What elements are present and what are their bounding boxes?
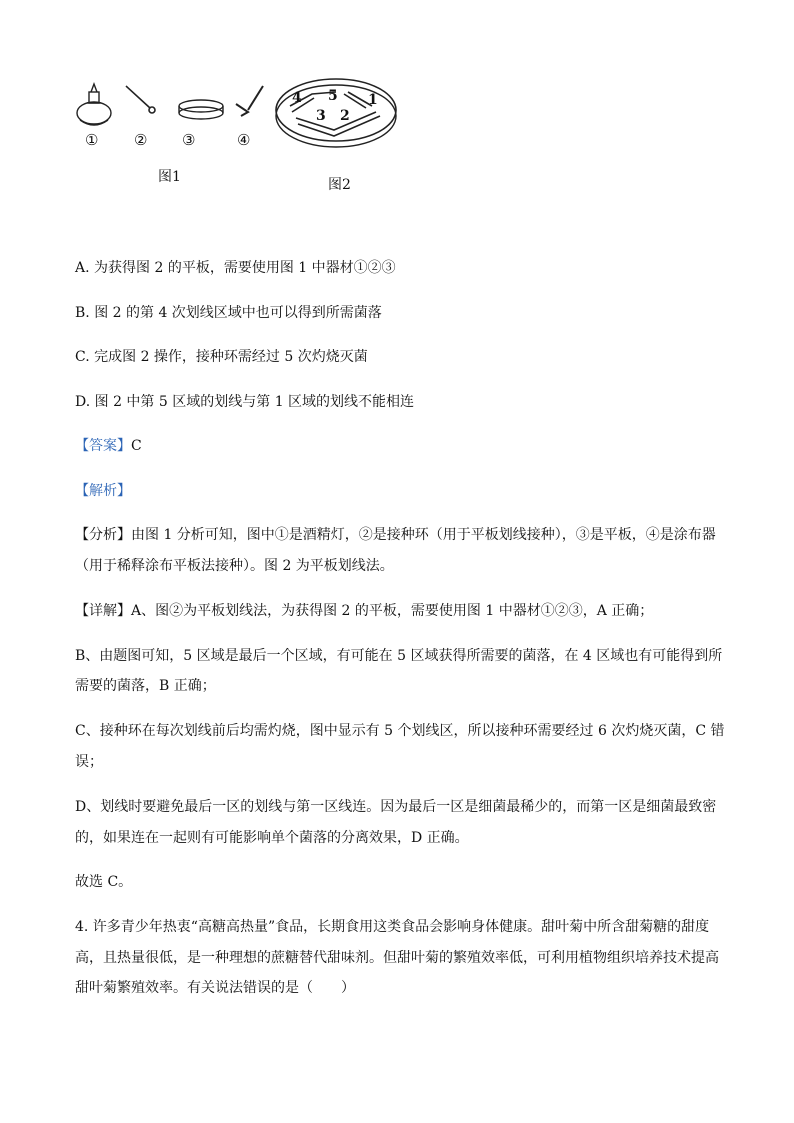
zone-number-3: 3 — [316, 108, 326, 124]
question-4-line-3: 甜叶菊繁殖效率。有关说法错误的是（ ） — [75, 980, 355, 996]
detail-line-c1: C、接种环在每次划线前后均需灼烧，图中显示有 5 个划线区，所以接种环需要经过 6 次灼烧灭菌，C 错 — [75, 723, 725, 739]
analysis-line-1 — [75, 525, 716, 545]
answer-line — [75, 436, 142, 456]
item-number-1: ① — [85, 131, 99, 149]
item-number-2: ② — [134, 131, 148, 149]
zone-number-5: 5 — [328, 88, 338, 104]
zone-number-4: 4 — [292, 90, 302, 106]
analysis-heading: 【解析】 — [75, 483, 131, 499]
inoculation-loop-icon — [126, 86, 155, 113]
analysis-text-1: 由图 1 分析可知，图中①是酒精灯，②是接种环（用于平板划线接种），③是平板，④是涂布器 — [131, 527, 716, 543]
option-a: A. 为获得图 2 的平板，需要使用图 1 中器材①②③ — [75, 260, 396, 276]
fig1-caption: 图1 — [158, 169, 181, 185]
option-d: D. 图 2 中第 5 区域的划线与第 1 区域的划线不能相连 — [75, 394, 415, 410]
item-number-4: ④ — [237, 131, 251, 149]
detail-conclusion: 故选 C。 — [75, 874, 133, 890]
question-4-line-2: 高，且热量很低，是一种理想的蔗糖替代甜味剂。但甜叶菊的繁殖效率低，可利用植物组织培养技术提高 — [75, 950, 719, 966]
question-4-line-1: 4. 许多青少年热衷“高糖高热量”食品，长期食用这类食品会影响身体健康。甜叶菊中所含甜菊糖的甜度 — [75, 919, 710, 935]
detail-line-c2: 误； — [75, 754, 103, 770]
option-b: B. 图 2 的第 4 次划线区域中也可以得到所需菌落 — [75, 305, 382, 321]
alcohol-lamp-icon — [77, 84, 111, 125]
analysis-label: 【分析】 — [75, 527, 131, 543]
detail-text-a: A、图②为平板划线法，为获得图 2 的平板，需要使用图 1 中器材①②③，A 正确； — [131, 603, 654, 619]
option-c: C. 完成图 2 操作，接种环需经过 5 次灼烧灭菌 — [75, 349, 368, 365]
detail-line-d1: D、划线时要避免最后一区的划线与第一区线连。因为最后一区是细菌最稀少的，而第一区是细菌最致密 — [75, 799, 717, 815]
detail-label: 【详解】 — [75, 603, 131, 619]
zone-number-2: 2 — [340, 108, 350, 124]
zone-number-1: 1 — [368, 92, 378, 108]
detail-line-b2: 需要的菌落，B 正确； — [75, 678, 216, 694]
answer-label: 【答案】 — [75, 438, 131, 454]
detail-line-d2: 的，如果连在一起则有可能影响单个菌落的分离效果，D 正确。 — [75, 830, 469, 846]
fig2-caption: 图2 — [328, 177, 351, 193]
detail-line-b1: B、由题图可知，5 区域是最后一个区域，有可能在 5 区域获得所需要的菌落，在 4 区域也有可能得到所 — [75, 648, 723, 664]
detail-line-a — [75, 601, 653, 621]
spreader-icon — [236, 86, 263, 116]
answer-value: C — [131, 438, 142, 454]
analysis-line-2: （用于稀释涂布平板法接种）。图 2 为平板划线法。 — [75, 558, 394, 574]
figure-2-plate — [272, 70, 400, 160]
petri-dish-icon — [179, 100, 223, 119]
item-number-3: ③ — [182, 131, 196, 149]
